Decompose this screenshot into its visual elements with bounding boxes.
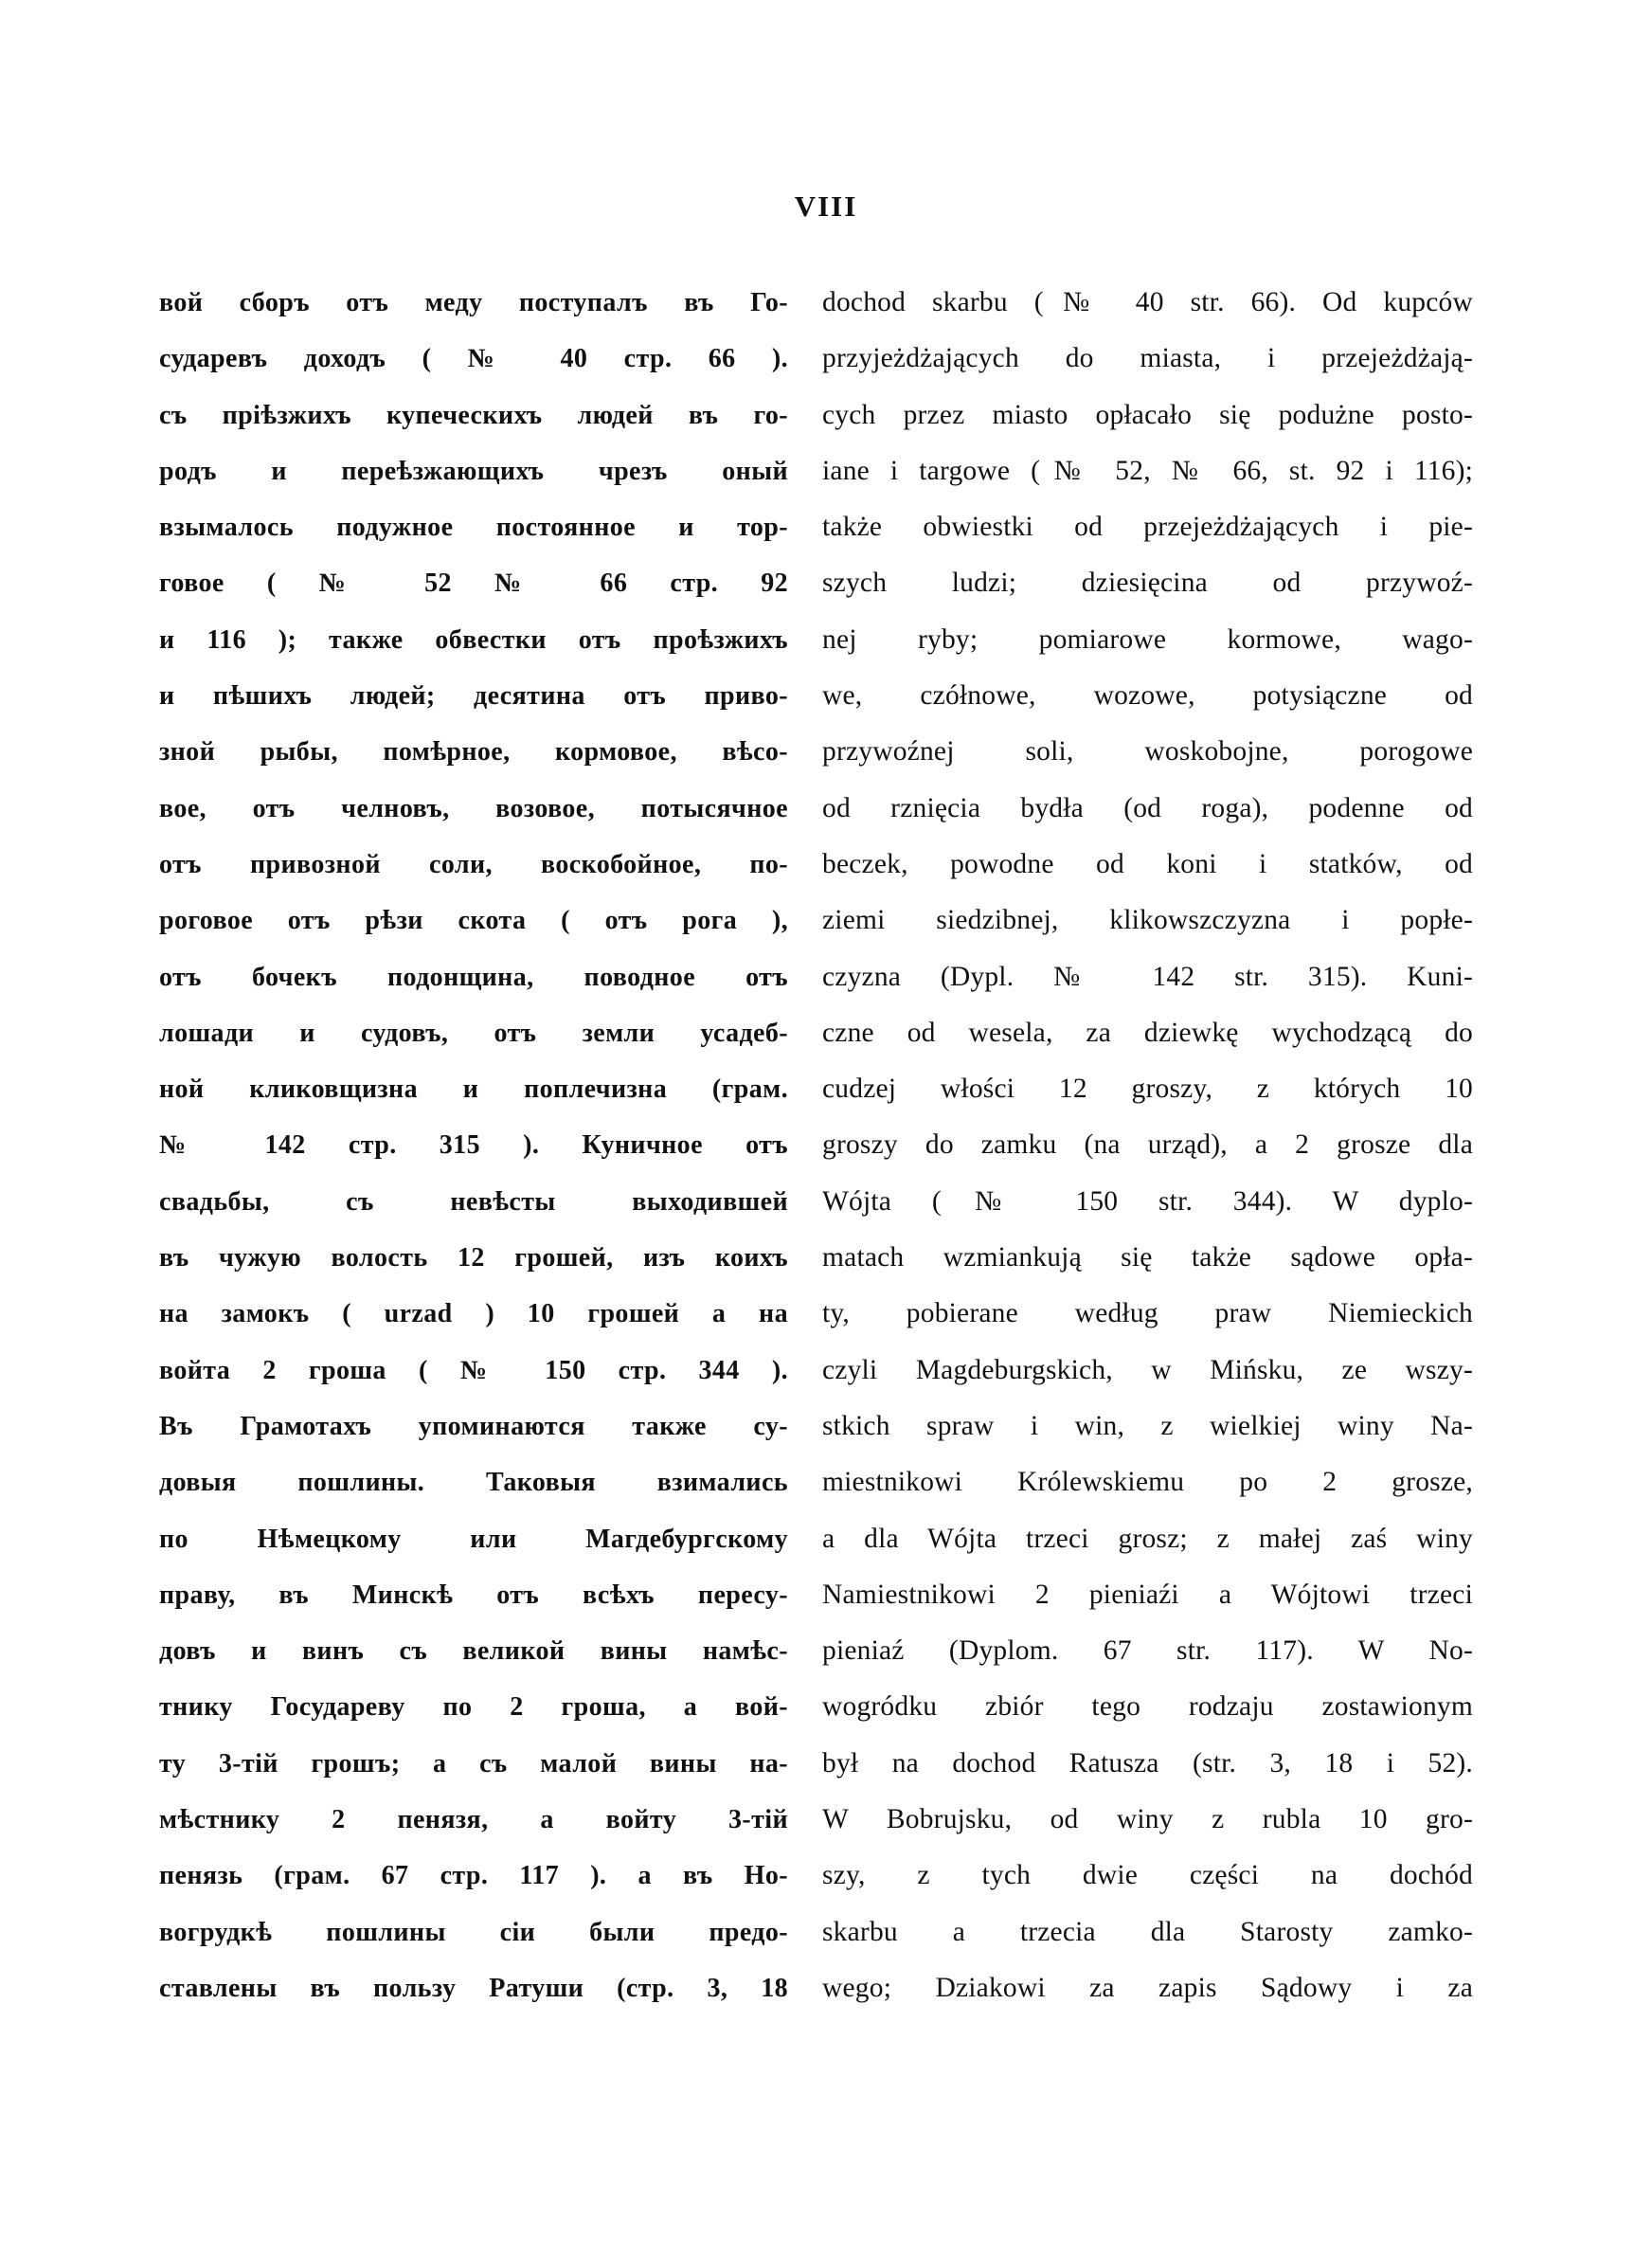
polish-text-line: przyjeżdżających do miasta, i przejeżdżają- xyxy=(822,343,1473,374)
polish-text-line: W Bobrujsku, od winy z rubla 10 gro- xyxy=(822,1804,1473,1835)
russian-text-line: роговое отъ рѣзи скота ( отъ рога ), xyxy=(159,906,788,936)
russian-text-line: Въ Грамотахъ упоминаются также су- xyxy=(159,1411,788,1441)
russian-text-line: войта 2 гроша ( № 150 стр. 344 ). xyxy=(159,1355,788,1385)
polish-text-line: także obwiestki od przejeżdżających i pie- xyxy=(822,512,1473,543)
polish-text-line: czne od wesela, za dziewkę wychodzącą do xyxy=(822,1017,1473,1048)
polish-text-line: od rznięcia bydła (od roga), podenne od xyxy=(822,792,1473,823)
polish-text-line: wogródku zbiór tego rodzaju zostawionym xyxy=(822,1691,1473,1723)
polish-text-line: wego; Dziakowi za zapis Sądowy i za xyxy=(822,1972,1473,2003)
polish-text-line: ty, pobierane według praw Niemieckich xyxy=(822,1298,1473,1329)
russian-text-line: говое ( № 52 № 66 стр. 92 xyxy=(159,569,788,599)
polish-text-line: groszy do zamku (na urząd), a 2 grosze dla xyxy=(822,1129,1473,1161)
polish-text-line: Namiestnikowi 2 pieniaźi a Wójtowi trzeci xyxy=(822,1579,1473,1610)
russian-text-line: ту 3-тій грошъ; а съ малой вины на- xyxy=(159,1748,788,1779)
russian-text-line: отъ бочекъ подонщина, поводное отъ xyxy=(159,962,788,992)
russian-text-line: по Нѣмецкому или Магдебургскому xyxy=(159,1524,788,1554)
russian-text-line: ставлены въ пользу Ратуши (стр. 3, 18 xyxy=(159,1973,788,2003)
russian-text-line: довыя пошлины. Таковыя взимались xyxy=(159,1468,788,1498)
polish-text-line: cudzej włości 12 groszy, z których 10 xyxy=(822,1074,1473,1105)
polish-text-line: czyzna (Dypl. № 142 str. 315). Kuni- xyxy=(822,961,1473,992)
russian-text-line: и пѣшихъ людей; десятина отъ приво- xyxy=(159,681,788,712)
polish-text-line: był na dochod Ratusza (str. 3, 18 i 52). xyxy=(822,1747,1473,1779)
russian-text-line: довъ и винъ съ великой вины намѣс- xyxy=(159,1636,788,1667)
polish-text-column xyxy=(822,275,1473,2016)
russian-text-line: и 116 ); также обвестки отъ проѣзжихъ xyxy=(159,624,788,655)
polish-text-line: ziemi siedzibnej, klikowszczyzna i popłe- xyxy=(822,905,1473,936)
russian-text-line: вогрудкѣ пошлины сіи были предо- xyxy=(159,1917,788,1947)
russian-text-line: лошади и судовъ, отъ земли усадеб- xyxy=(159,1018,788,1048)
russian-text-line: № 142 стр. 315 ). Куничное отъ xyxy=(159,1130,788,1161)
polish-text-line: miestnikowi Królewskiemu po 2 grosze, xyxy=(822,1467,1473,1498)
russian-text-line: родъ и переѣзжающихъ чрезъ оный xyxy=(159,456,788,486)
russian-text-line: вой сборъ отъ меду поступалъ въ Го- xyxy=(159,288,788,317)
polish-text-line: skarbu a trzecia dla Starosty zamko- xyxy=(822,1916,1473,1947)
page-number: VIII xyxy=(794,190,858,223)
polish-text-line: matach wzmiankują się także sądowe opła- xyxy=(822,1242,1473,1273)
polish-text-line: nej ryby; pomiarowe kormowe, wago- xyxy=(822,623,1473,655)
polish-text-line: beczek, powodne od koni i statków, od xyxy=(822,848,1473,879)
russian-text-line: зной рыбы, помѣрное, кормовое, вѣсо- xyxy=(159,737,788,767)
polish-text-line: Wójta (№ 150 str. 344). W dyplo- xyxy=(822,1185,1473,1217)
polish-text-line: a dla Wójta trzeci grosz; z małej zaś winy xyxy=(822,1523,1473,1554)
polish-text-line: we, czółnowe, wozowe, potysiączne od xyxy=(822,680,1473,712)
polish-text-line: cych przez miasto opłacało się podużne posto- xyxy=(822,399,1473,430)
russian-text-line: въ чужую волость 12 грошей, изъ коихъ xyxy=(159,1243,788,1273)
russian-text-line: взымалось подужное постоянное и тор- xyxy=(159,513,788,543)
russian-text-column xyxy=(159,275,788,2016)
polish-text-line: czyli Magdeburgskich, w Mińsku, ze wszy- xyxy=(822,1354,1473,1385)
russian-text-line: вое, отъ челновъ, возовое, потысячное xyxy=(159,793,788,823)
polish-text-line: przywoźnej soli, woskobojne, porogowe xyxy=(822,736,1473,767)
russian-text-line: тнику Государеву по 2 гроша, а вой- xyxy=(159,1692,788,1723)
russian-text-line: свадьбы, съ невѣсты выходившей xyxy=(159,1186,788,1217)
russian-text-line: сударевъ доходъ ( № 40 стр. 66 ). xyxy=(159,344,788,374)
russian-text-line: отъ привозной соли, воскобойное, по- xyxy=(159,849,788,879)
polish-text-line: pieniaź (Dyplom. 67 str. 117). W No- xyxy=(822,1635,1473,1667)
russian-text-line: мѣстнику 2 пенязя, а войту 3-тій xyxy=(159,1805,788,1835)
russian-text-line: ной кликовщизна и поплечизна (грам. xyxy=(159,1074,788,1105)
polish-text-line: szy, z tych dwie części na dochód xyxy=(822,1860,1473,1891)
russian-text-line: пенязь (грам. 67 стр. 117 ). а въ Но- xyxy=(159,1861,788,1891)
polish-text-line: szych ludzi; dziesięcina od przywoź- xyxy=(822,568,1473,599)
polish-text-line: stkich spraw i win, z wielkiej winy Na- xyxy=(822,1410,1473,1441)
russian-text-line: съ пріѣзжихъ купеческихъ людей въ го- xyxy=(159,400,788,430)
polish-text-line: iane i targowe (№ 52, № 66, st. 92 i 116); xyxy=(822,455,1473,486)
russian-text-line: на замокъ ( urzad ) 10 грошей а на xyxy=(159,1299,788,1329)
russian-text-line: праву, въ Минскѣ отъ всѣхъ пересу- xyxy=(159,1580,788,1610)
polish-text-line: dochod skarbu (№ 40 str. 66). Od kupców xyxy=(822,287,1473,317)
